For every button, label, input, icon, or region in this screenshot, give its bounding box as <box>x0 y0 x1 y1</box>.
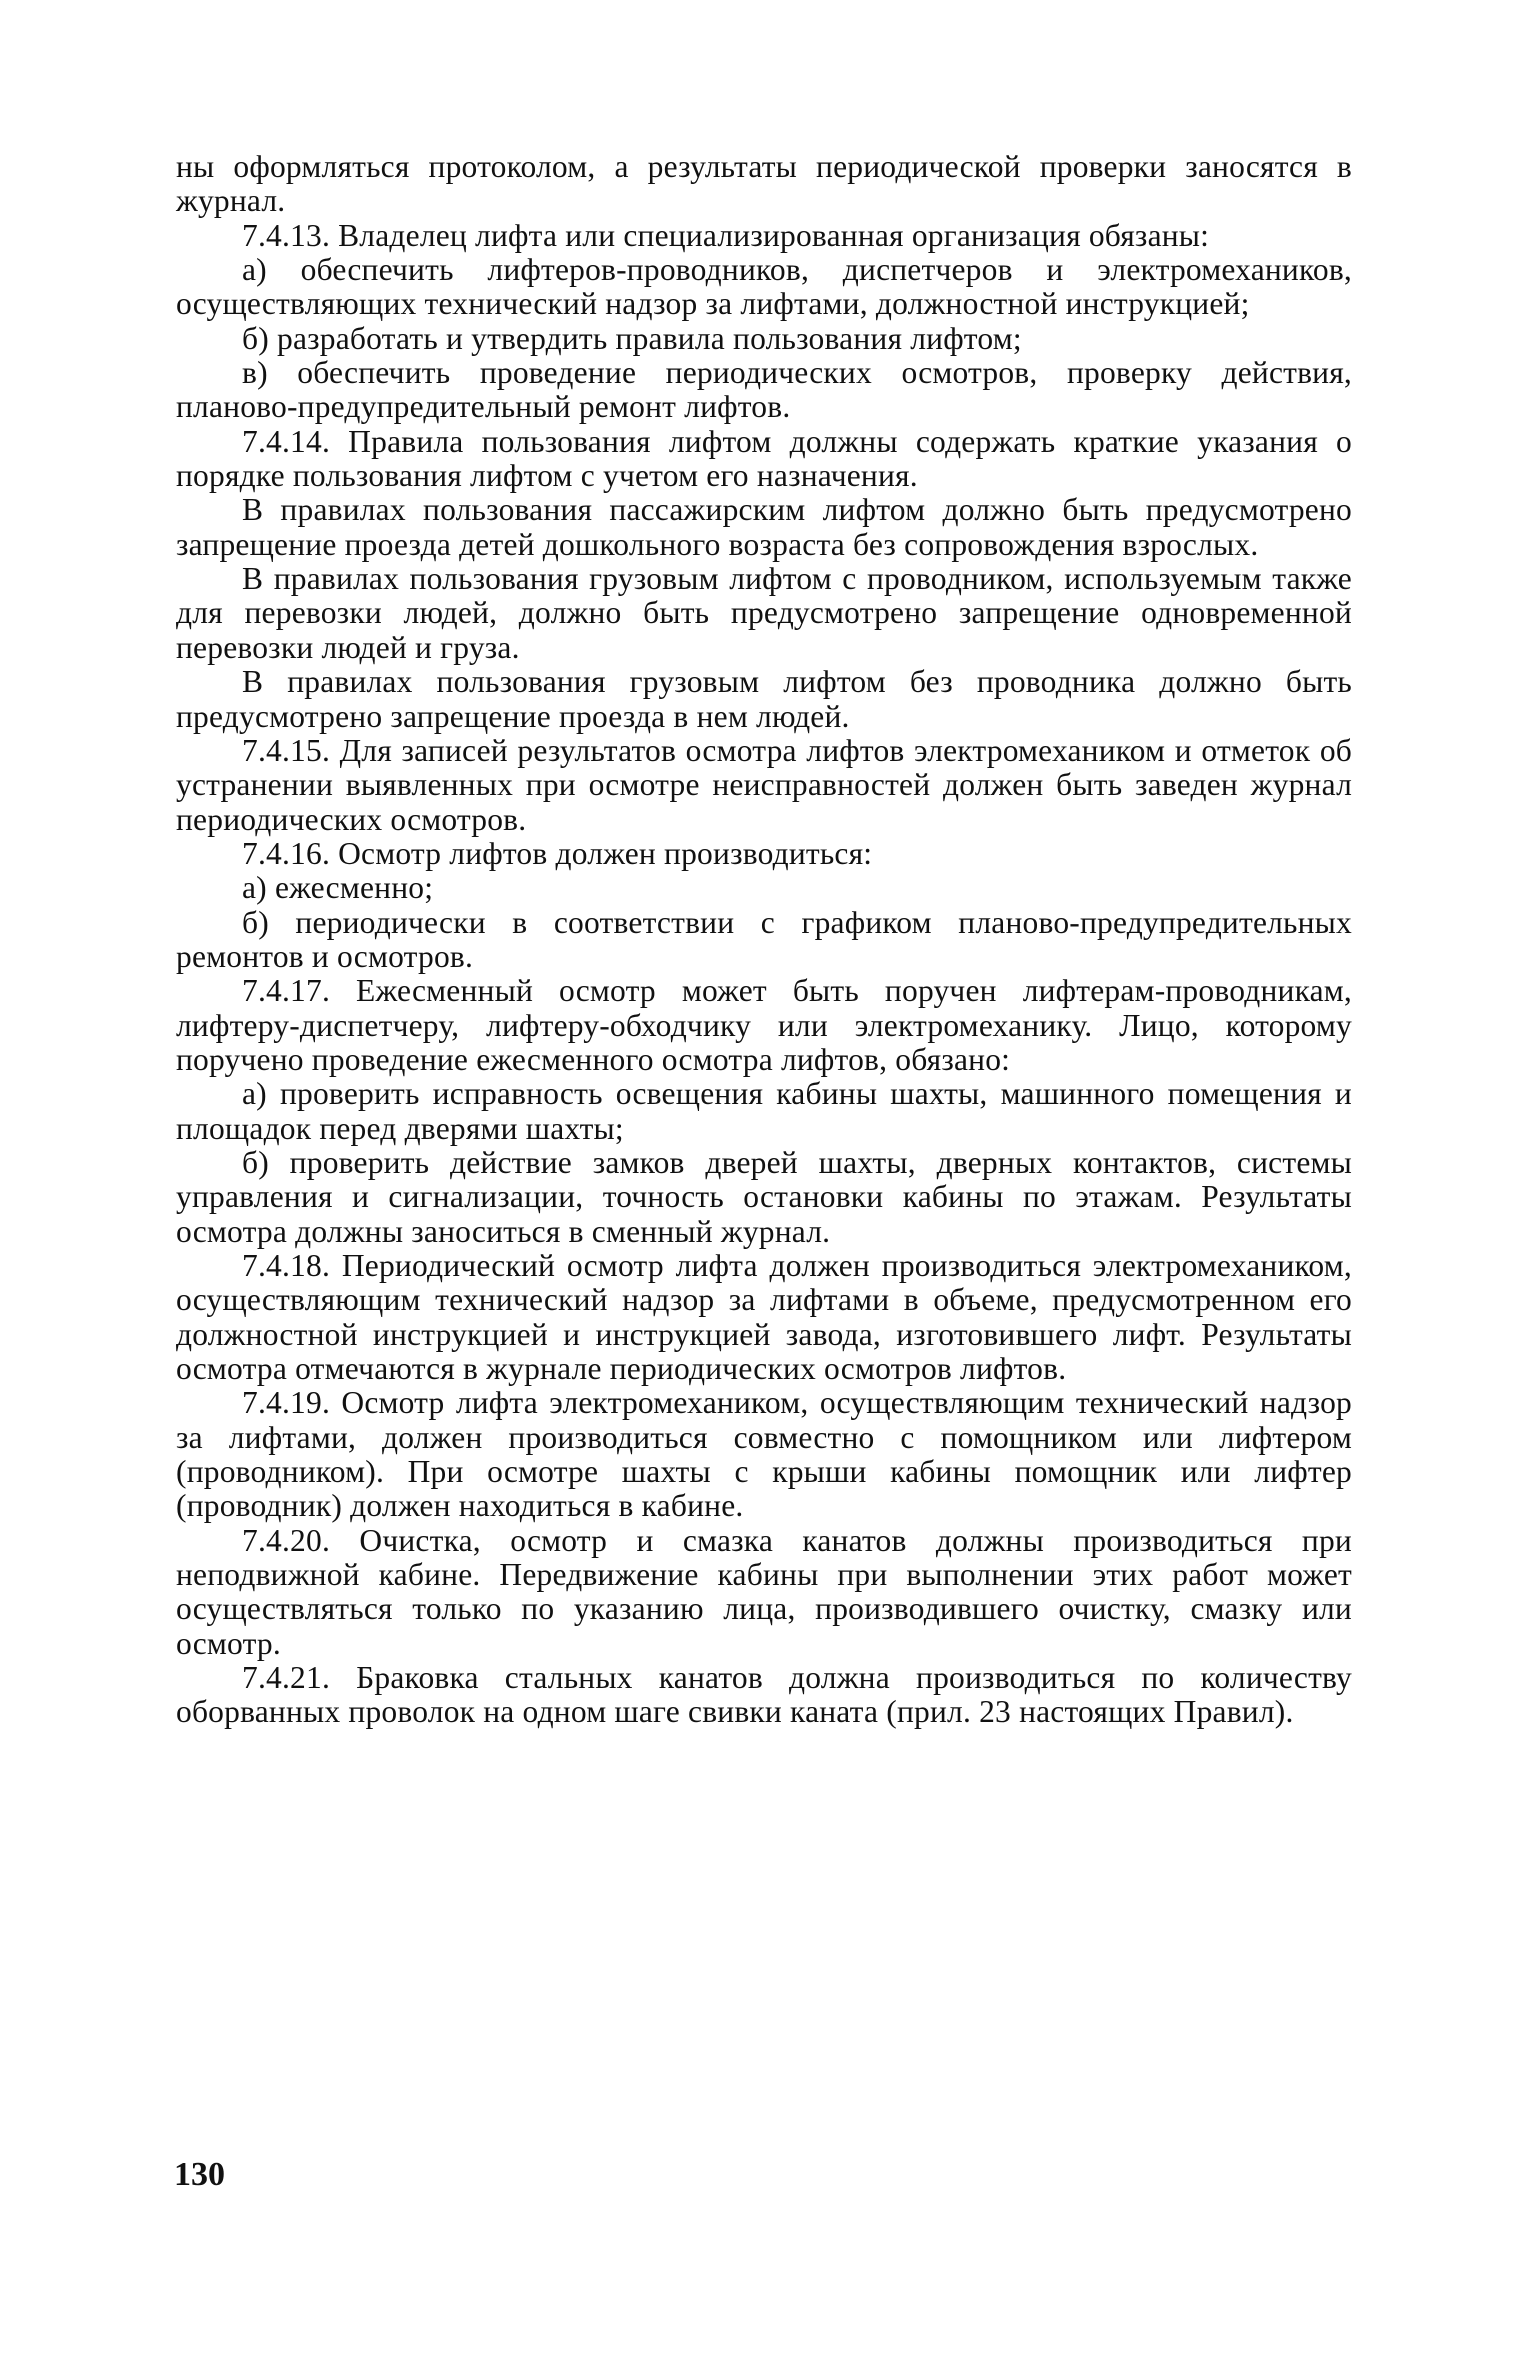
list-item-v: в) обеспечить проведение периодических осмотров, проверку действия, планово-предупредительный ремонт лифтов. <box>176 355 1352 425</box>
paragraph-7-4-18: 7.4.18. Периодический осмотр лифта должен производиться электромехаником, осуществляющим технический надзор за лифтами в объеме, предусмотренном его должностной инструкцией и инструкцией завода, изготовившего лифт. Результаты осмотра отмечаются в журнале периодических осмотров лифтов. <box>176 1248 1352 1387</box>
paragraph-7-4-17: 7.4.17. Ежесменный осмотр может быть поручен лифтерам-проводникам, лифтеру-диспетчеру, лифтеру-обходчику или электромеханику. Лицо, которому поручено проведение ежесменного осмотра лифтов, обязано: <box>176 973 1352 1077</box>
paragraph-7-4-21: 7.4.21. Браковка стальных канатов должна производиться по количеству оборванных проволок на одном шаге свивки каната (прил. 23 настоящих Правил). <box>176 1660 1352 1730</box>
list-item-a: а) ежесменно; <box>242 870 434 906</box>
page-number: 130 <box>174 2156 225 2193</box>
paragraph-7-4-15: 7.4.15. Для записей результатов осмотра лифтов электромехаником и отметок об устранении выявленных при осмотре неисправностей должен быть заведен журнал периодических осмотров. <box>176 732 1352 837</box>
paragraph-7-4-20: 7.4.20. Очистка, осмотр и смазка канатов должны производиться при неподвижной кабине. Передвижение кабины при выполнении этих работ может осуществляться только по указанию лица, производившего очистку, смазку или осмотр. <box>176 1522 1352 1661</box>
list-item-a: а) проверить исправность освещения кабины шахты, машинного помещения и площадок перед дверями шахты; <box>176 1076 1352 1146</box>
paragraph-7-4-13: 7.4.13. Владелец лифта или специализированная организация обязаны: <box>242 217 1210 253</box>
paragraph-7-4-16: 7.4.16. Осмотр лифтов должен производиться: <box>242 835 873 871</box>
paragraph-continuation: ны оформляться протоколом, а результаты периодической проверки заносятся в журнал. <box>176 149 1352 219</box>
paragraph-freight-lift-with-operator: В правилах пользования грузовым лифтом с проводником, используемым также для перевозки людей, должно быть предусмотрено запрещение одновременной перевозки людей и груза. <box>176 561 1352 665</box>
paragraph-freight-lift-without-operator: В правилах пользования грузовым лифтом без проводника должно быть предусмотрено запрещение проезда в нем людей. <box>176 664 1352 734</box>
paragraph-7-4-14: 7.4.14. Правила пользования лифтом должны содержать краткие указания о порядке пользования лифтом с учетом его назначения. <box>176 423 1352 494</box>
body-text <box>176 150 1352 1730</box>
list-item-b: б) периодически в соответствии с графиком планово-предупредительных ремонтов и осмотров. <box>176 904 1352 974</box>
paragraph-7-4-19: 7.4.19. Осмотр лифта электромехаником, осуществляющим технический надзор за лифтами, должен производиться совместно с помощником или лифтером (проводником). При осмотре шахты с крыши кабины помощник или лифтер (проводник) должен находиться в кабине. <box>176 1385 1352 1524</box>
list-item-b: б) разработать и утвердить правила пользования лифтом; <box>242 320 1022 356</box>
list-item-b: б) проверить действие замков дверей шахты, дверных контактов, системы управления и сигнализации, точность остановки кабины по этажам. Результаты осмотра должны заноситься в сменный журнал. <box>176 1144 1352 1249</box>
list-item-a: а) обеспечить лифтеров-проводников, диспетчеров и электромехаников, осуществляющих технический надзор за лифтами, должностной инструкцией; <box>176 252 1352 322</box>
paragraph-passenger-lift-rules: В правилах пользования пассажирским лифтом должно быть предусмотрено запрещение проезда детей дошкольного возраста без сопровождения взрослых. <box>176 492 1352 562</box>
